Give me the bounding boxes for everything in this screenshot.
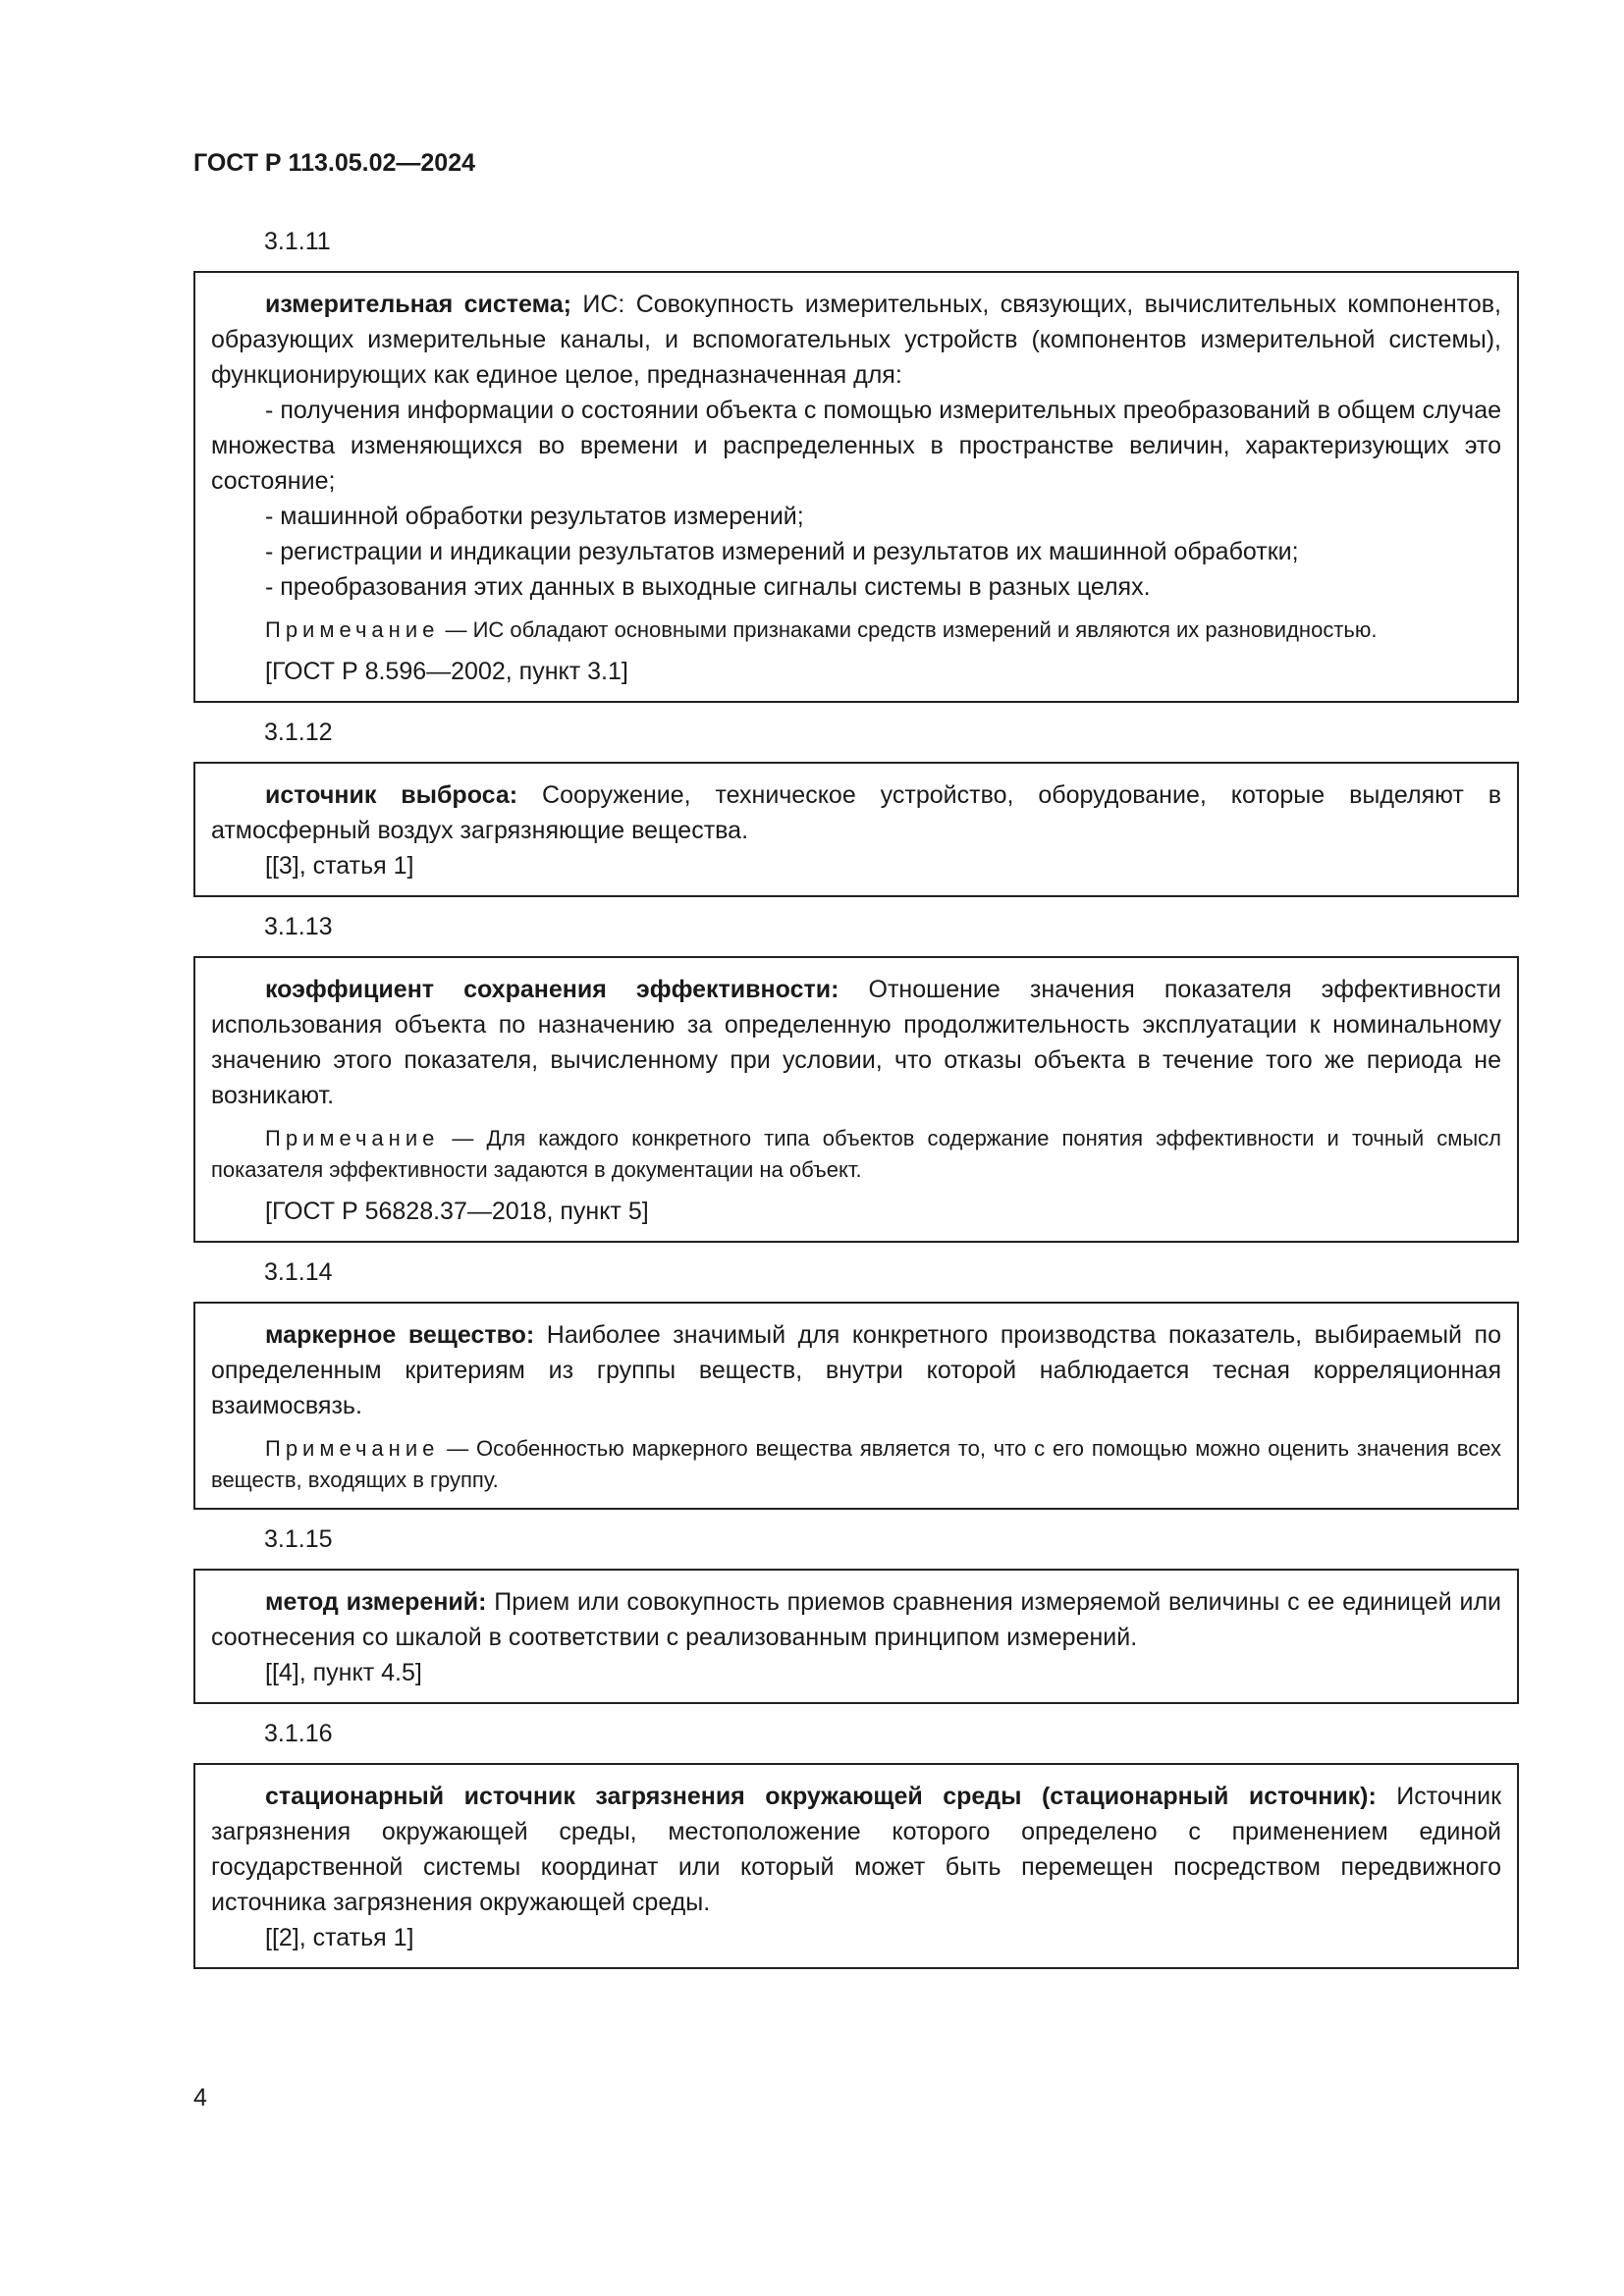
term-source: [ГОСТ Р 8.596—2002, пункт 3.1] (265, 658, 628, 685)
term-number: 3.1.14 (264, 1258, 333, 1286)
term-entry-box (193, 271, 1519, 703)
list-item: - регистрации и индикации результатов измерений и результатов их машинной обработки; (265, 538, 1299, 565)
definition-text: Сооружение, техническое устройство, оборудование, которые выделяют в атмосферный воздух загрязняющие вещества. (211, 781, 1502, 844)
definition-list (211, 393, 1501, 605)
note-label: Примечание (265, 617, 440, 642)
term-definition (211, 1584, 1501, 1655)
definition-text: Отношение значения показателя эффективности использования объекта по назначению за определенную продолжительность эксплуатации к номинальному значению этого показателя, вычисленному при условии, что отказы объекта в течение того же периода не возникают. (211, 976, 1501, 1109)
term-source: [[4], пункт 4.5] (265, 1659, 422, 1686)
term-number: 3.1.15 (264, 1525, 333, 1553)
term-definition (211, 287, 1501, 393)
term-number: 3.1.16 (264, 1720, 333, 1747)
page-number: 4 (193, 2084, 207, 2111)
term-definition (211, 1317, 1501, 1423)
term-name: измерительная система; (265, 291, 571, 318)
list-item: - получения информации о состоянии объекта с помощью измерительных преобразований в общем случае множества изменяющихся во времени и распределенных в пространстве величин, характеризующих это состояние; (211, 397, 1501, 495)
note-text: — Особенностью маркерного вещества является то, что с его помощью можно оценить значения всех веществ, входящих в группу. (211, 1436, 1501, 1492)
term-definition (211, 777, 1501, 848)
term-entry-box (193, 1302, 1519, 1510)
list-item: - преобразования этих данных в выходные сигналы системы в разных целях. (265, 573, 1151, 601)
term-source: [[3], статья 1] (265, 852, 414, 880)
term-number: 3.1.11 (264, 228, 331, 255)
term-name: метод измерений: (265, 1588, 487, 1616)
term-entry-box (193, 956, 1519, 1243)
definition-text: Наиболее значимый для конкретного производства показатель, выбираемый по определенным критериям из группы веществ, внутри которой наблюдается тесная корреляционная взаимосвязь. (211, 1321, 1501, 1419)
definition-text: ИС: Совокупность измерительных, связующих, вычислительных компонентов, образующих измерительные каналы, и вспомогательных устройств (компонентов измерительной системы), функционирующих как единое целое, предназначенная для: (211, 291, 1501, 389)
note-text: — Для каждого конкретного типа объектов содержание понятия эффективности и точный смысл показателя эффективности задаются в документации на объект. (211, 1126, 1501, 1182)
term-entry-box (193, 1569, 1519, 1704)
definition-text: Источник загрязнения окружающей среды, местоположение которого определено с применением единой государственной системы координат или который может быть перемещен посредством передвижного источника загрязнения окружающей среды. (211, 1783, 1501, 1916)
term-definition (211, 1779, 1501, 1920)
term-entry-box (193, 762, 1519, 897)
term-note (211, 1123, 1501, 1186)
terms-list (193, 226, 1519, 1983)
term-name: стационарный источник загрязнения окружающей среды (стационарный источник): (265, 1783, 1377, 1810)
note-label: Примечание (265, 1126, 440, 1150)
document-code-header: ГОСТ Р 113.05.02—2024 (193, 149, 476, 177)
term-number: 3.1.13 (264, 913, 333, 940)
term-name: источник выброса: (265, 781, 518, 809)
term-name: маркерное вещество: (265, 1321, 535, 1349)
term-source: [[2], статья 1] (265, 1924, 414, 1951)
definition-text: Прием или совокупность приемов сравнения измеряемой величины с ее единицей или соотнесения со шкалой в соответствии с реализованным принципом измерений. (211, 1588, 1501, 1651)
note-label: Примечание (265, 1436, 440, 1461)
term-definition (211, 972, 1501, 1113)
term-note (211, 614, 1501, 646)
note-text: — ИС обладают основными признаками средств измерений и являются их разновидностью. (439, 617, 1378, 642)
list-item: - машинной обработки результатов измерений; (265, 503, 804, 530)
term-source: [ГОСТ Р 56828.37—2018, пункт 5] (265, 1198, 649, 1225)
term-entry-box (193, 1763, 1519, 1969)
term-name: коэффициент сохранения эффективности: (265, 976, 839, 1003)
term-note (211, 1433, 1501, 1496)
term-number: 3.1.12 (264, 719, 333, 746)
